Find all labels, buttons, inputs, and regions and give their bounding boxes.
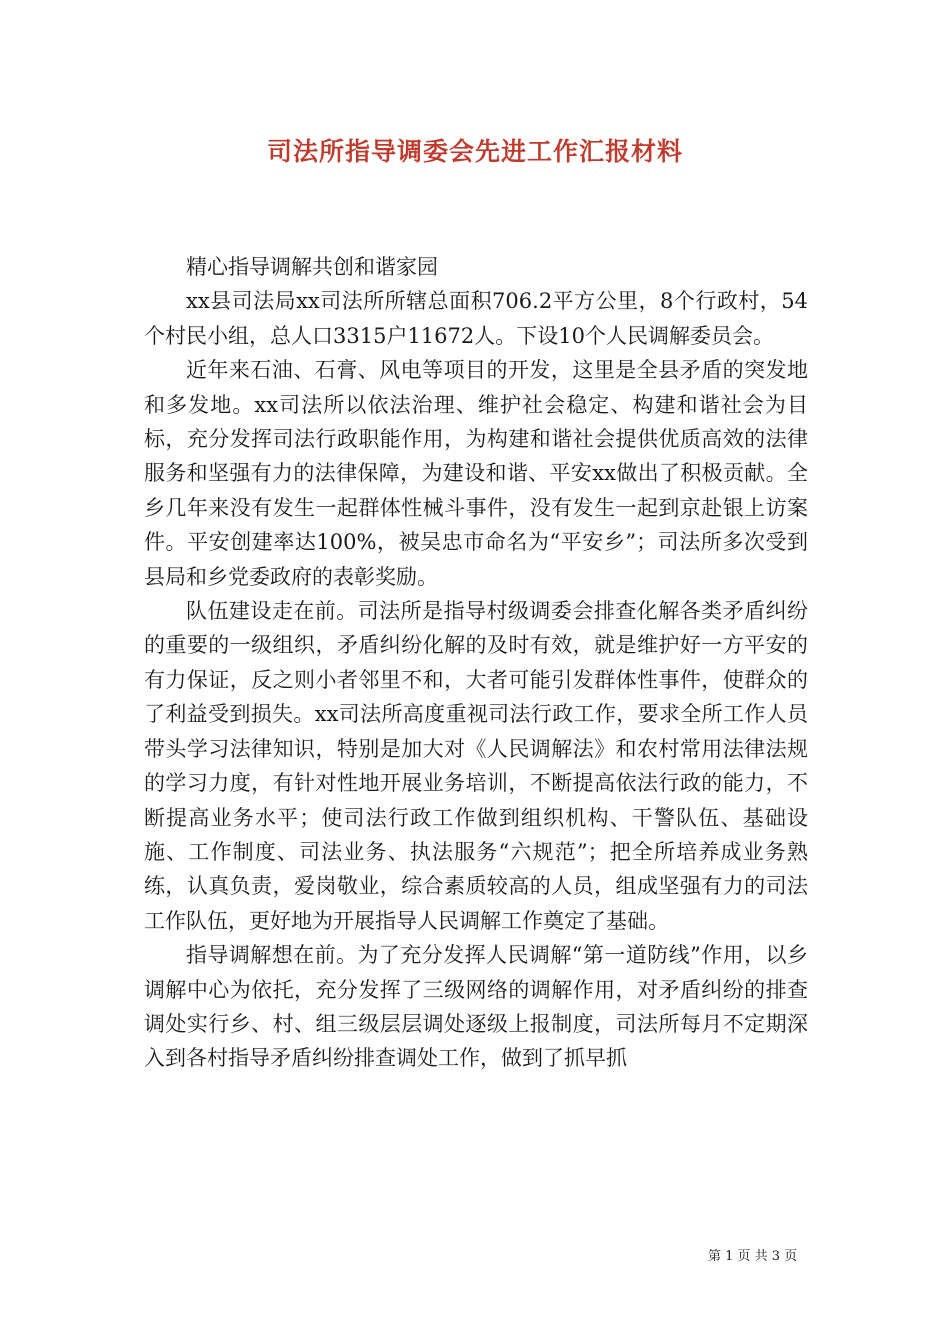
document-body xyxy=(144,250,808,1076)
paragraph-subtitle: 精心指导调解共创和谐家园 xyxy=(186,255,438,279)
page-number-footer: 第 1 页 共 3 页 xyxy=(708,1249,798,1264)
paragraph-mediation-guidance: 指导调解想在前。为了充分发挥人民调解“第一道防线”作用，以乡调解中心为依托，充分发挥了三级网络的调解作用，对矛盾纠纷的排查调处实行乡、村、组三级层层调处逐级上报制度，司法所每月不定期深入到各村指导矛盾纠纷排查调处工作，做到了抓早抓 xyxy=(144,943,808,1071)
paragraph-overview: xx县司法局xx司法所所辖总面积706.2平方公里，8个行政村，54个村民小组，总人口3315户11672人。下设10个人民调解委员会。 xyxy=(144,289,808,348)
document-title: 司法所指导调委会先进工作汇报材料 xyxy=(266,137,683,166)
paragraph-achievements: 近年来石油、石膏、风电等项目的开发，这里是全县矛盾的突发地和多发地。xx司法所以依法治理、维护社会稳定、构建和谐社会为目标，充分发挥司法行政职能作用，为构建和谐社会提供优质高效的法律服务和坚强有力的法律保障，为建设和谐、平安xx做出了积极贡献。全乡几年来没有发生一起群体性械斗事件，没有发生一起到京赴银上访案件。平安创建率达100%，被吴忠市命名为“平安乡”；司法所多次受到县局和乡党委政府的表彰奖励。 xyxy=(144,358,808,589)
paragraph-team-building: 队伍建设走在前。司法所是指导村级调委会排查化解各类矛盾纠纷的重要的一级组织，矛盾纠纷化解的及时有效，就是维护好一方平安的有力保证，反之则小者邻里不和，大者可能引发群体性事件，使群众的了利益受到损失。xx司法所高度重视司法行政工作，要求全所工作人员带头学习法律知识，特别是加大对《人民调解法》和农村常用法律法规的学习力度，有针对性地开展业务培训，不断提高依法行政的能力，不断提高业务水平；使司法行政工作做到组织机构、干警队伍、基础设施、工作制度、司法业务、执法服务“六规范”；把全所培养成业务熟练，认真负责，爱岗敬业，综合素质较高的人员，组成坚强有力的司法工作队伍，更好地为开展指导人民调解工作奠定了基础。 xyxy=(144,599,808,933)
